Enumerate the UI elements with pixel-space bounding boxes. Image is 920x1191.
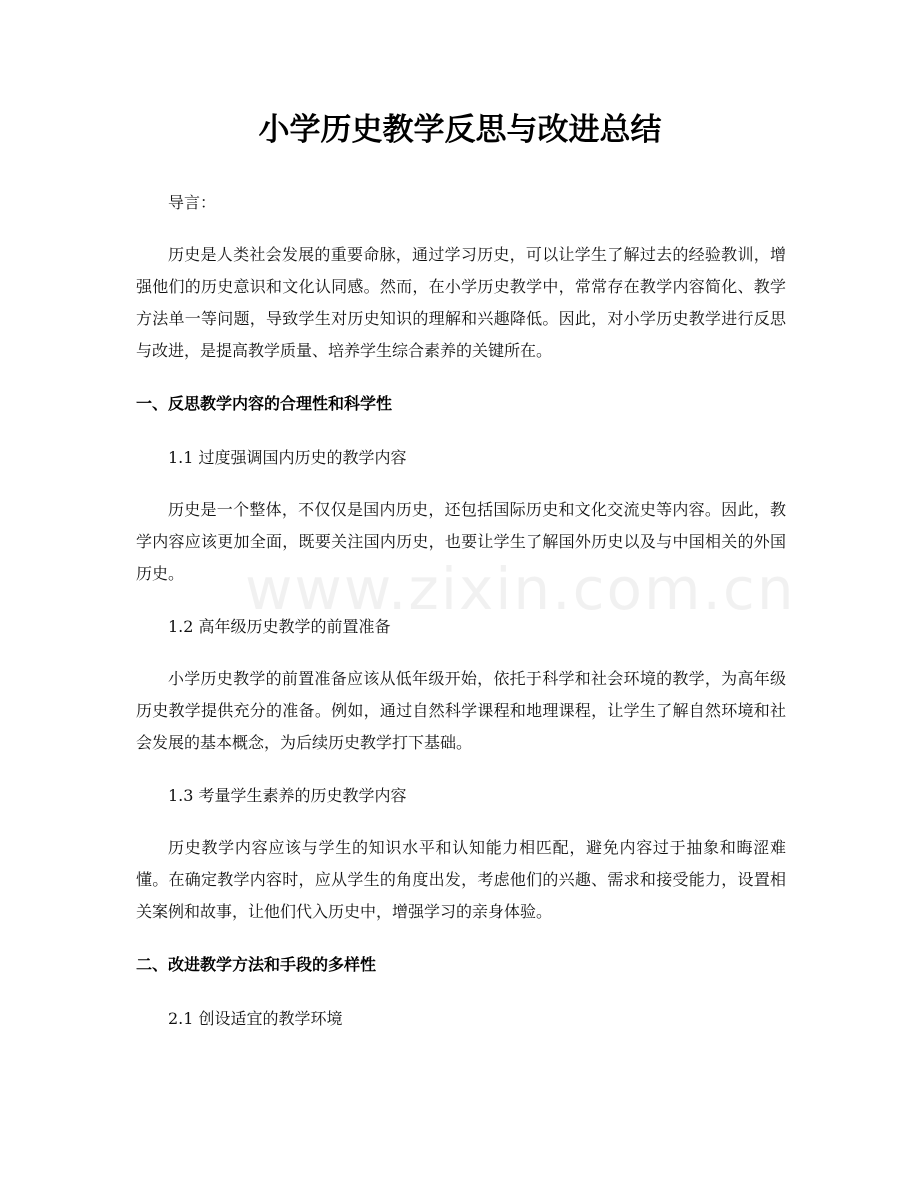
- section-2-heading: 二、改进教学方法和手段的多样性: [136, 955, 377, 974]
- subsection-1-1-paragraph: 历史是一个整体，不仅仅是国内历史，还包括国际历史和文化交流史等内容。因此，教学内容应该更加全面，既要关注国内历史，也要让学生了解国外历史以及与中国相关的外国历史。: [136, 500, 786, 583]
- subsection-2-1-heading: 2.1 创设适宜的教学环境: [168, 1009, 343, 1028]
- subsection-1-3-heading: 1.3 考量学生素养的历史教学内容: [168, 786, 407, 805]
- intro-paragraph: 历史是人类社会发展的重要命脉，通过学习历史，可以让学生了解过去的经验教训，增强他们的历史意识和文化认同感。然而，在小学历史教学中，常常存在教学内容简化、教学方法单一等问题，导致学生对历史知识的理解和兴趣降低。因此，对小学历史教学进行反思与改进，是提高教学质量、培养学生综合素养的关键所在。: [136, 245, 786, 360]
- section-1-heading: 一、反思教学内容的合理性和科学性: [136, 394, 393, 413]
- subsection-1-1-heading: 1.1 过度强调国内历史的教学内容: [168, 448, 407, 467]
- intro-label: 导言：: [168, 193, 217, 212]
- subsection-1-3-paragraph: 历史教学内容应该与学生的知识水平和认知能力相匹配，避免内容过于抽象和晦涩难懂。在确定教学内容时，应从学生的角度出发，考虑他们的兴趣、需求和接受能力，设置相关案例和故事，让他们代入历史中，增强学习的亲身体验。: [136, 838, 786, 921]
- watermark: www.zixin.com.cn: [245, 555, 796, 623]
- document-body: [136, 187, 786, 1055]
- page-title: 小学历史教学反思与改进总结: [258, 112, 662, 148]
- subsection-1-2-heading: 1.2 高年级历史教学的前置准备: [168, 617, 391, 636]
- subsection-1-2-paragraph: 小学历史教学的前置准备应该从低年级开始，依托于科学和社会环境的教学，为高年级历史教学提供充分的准备。例如，通过自然科学课程和地理课程，让学生了解自然环境和社会发展的基本概念，为后续历史教学打下基础。: [136, 669, 786, 752]
